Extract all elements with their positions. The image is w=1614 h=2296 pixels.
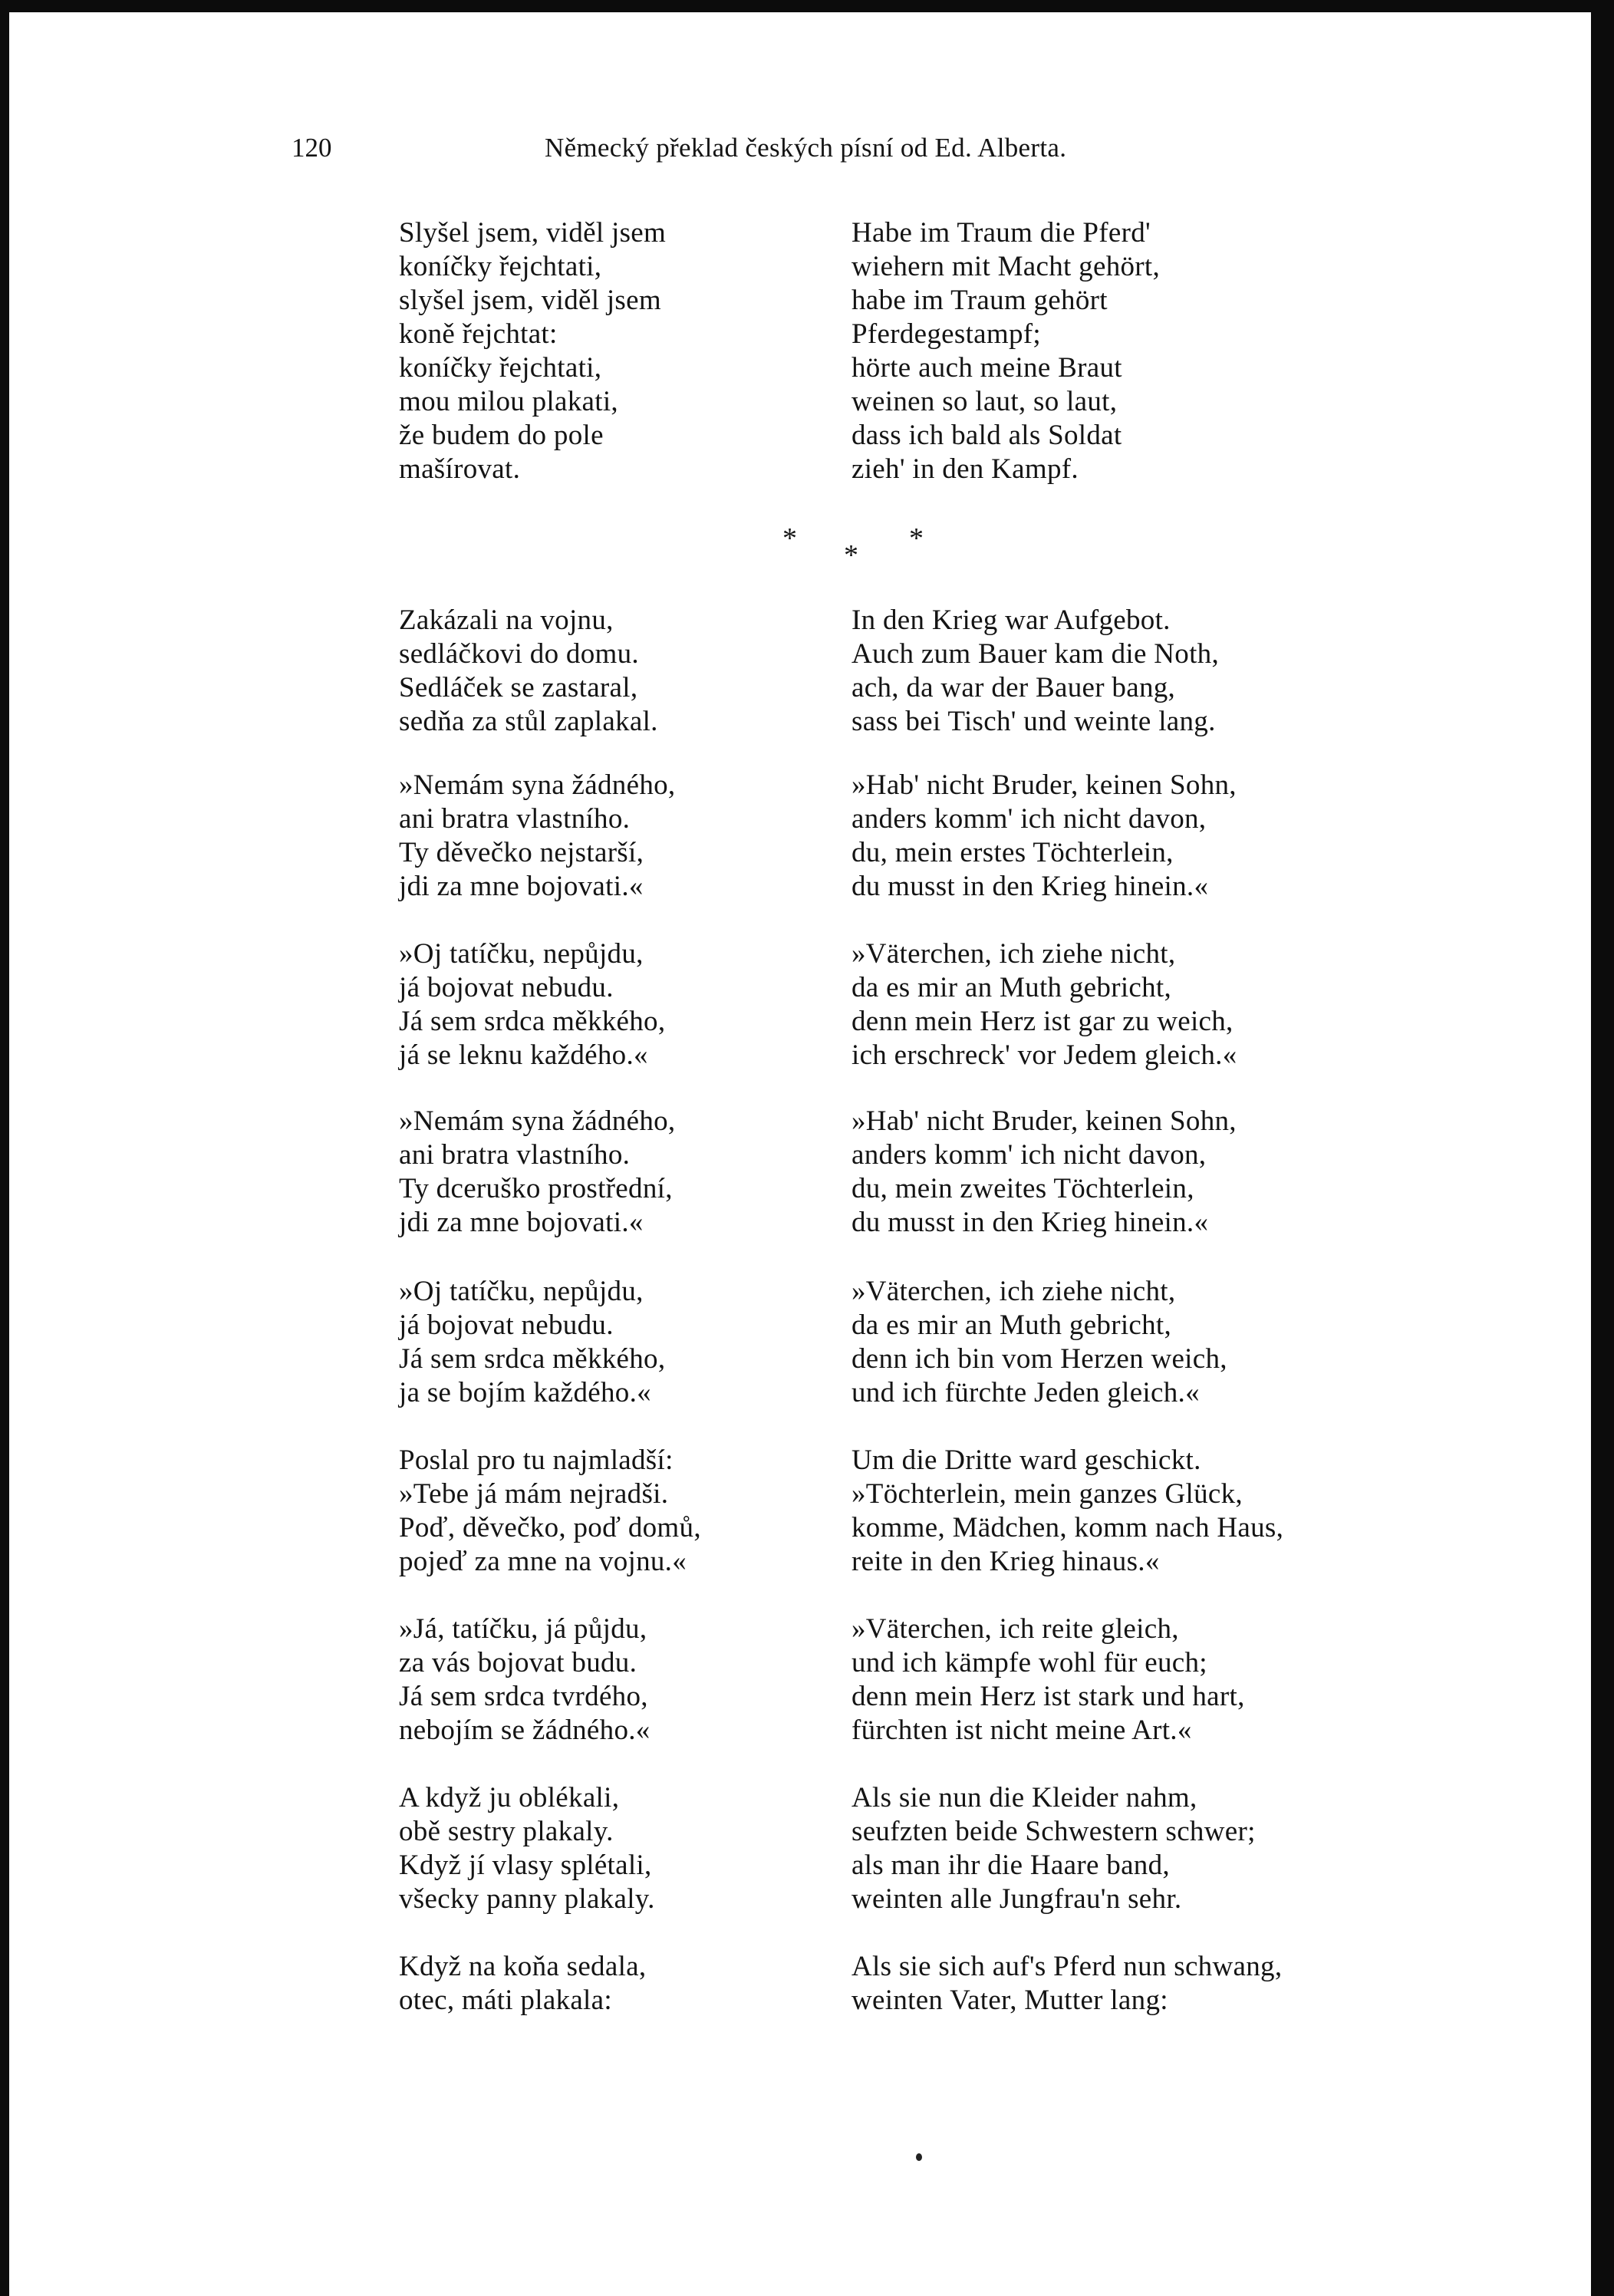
verse-line: koníčky řejchtati, xyxy=(399,352,602,384)
verse-line: za vás bojovat budu. xyxy=(399,1647,637,1678)
verse-line: Slyšel jsem, viděl jsem xyxy=(399,217,667,249)
verse-line: »Hab' nicht Bruder, keinen Sohn, xyxy=(851,769,1237,801)
verse-line: Sedláček se zastaral, xyxy=(399,672,638,703)
verse-line: ani bratra vlastního. xyxy=(399,1139,631,1171)
verse-line: Ty děvečko nejstarší, xyxy=(399,837,644,868)
verse-line: du, mein zweites Töchterlein, xyxy=(851,1173,1194,1204)
verse-line: du musst in den Krieg hinein.« xyxy=(851,1207,1209,1238)
verse-line: Habe im Traum die Pferd' xyxy=(851,217,1151,249)
verse-line: mou milou plakati, xyxy=(399,386,618,417)
verse-line: ich erschreck' vor Jedem gleich.« xyxy=(851,1039,1237,1071)
german-stanza xyxy=(851,1444,1283,1579)
verse-line: fürchten ist nicht meine Art.« xyxy=(851,1715,1192,1746)
verse-line: anders komm' ich nicht davon, xyxy=(851,803,1207,835)
verse-line: Já sem srdca měkkého, xyxy=(399,1006,666,1037)
verse-line: všecky panny plakaly. xyxy=(399,1883,655,1915)
verse-line: da es mir an Muth gebricht, xyxy=(851,972,1172,1003)
verse-line: »Oj tatíčku, nepůjdu, xyxy=(399,1276,644,1307)
german-stanza xyxy=(851,216,1160,486)
verse-line: Zakázali na vojnu, xyxy=(399,604,614,636)
verse-line: weinen so laut, so laut, xyxy=(851,386,1118,417)
verse-line: otec, máti plakala: xyxy=(399,1985,612,2016)
verse-line: anders komm' ich nicht davon, xyxy=(851,1139,1207,1171)
verse-line: »Já, tatíčku, já půjdu, xyxy=(399,1613,647,1645)
verse-line: habe im Traum gehört xyxy=(851,285,1108,316)
czech-stanza xyxy=(399,216,666,486)
verse-line: Poď, děvečko, poď domů, xyxy=(399,1512,701,1543)
verse-line: seufzten beide Schwestern schwer; xyxy=(851,1816,1256,1847)
czech-stanza xyxy=(399,604,658,739)
verse-line: »Tebe já mám nejradši. xyxy=(399,1478,669,1510)
verse-line: »Hab' nicht Bruder, keinen Sohn, xyxy=(851,1105,1237,1137)
german-stanza xyxy=(851,604,1219,739)
verse-line: denn mein Herz ist stark und hart, xyxy=(851,1681,1245,1712)
verse-line: zieh' in den Kampf. xyxy=(851,453,1079,485)
verse-line: Um die Dritte ward geschickt. xyxy=(851,1444,1201,1476)
german-stanza xyxy=(851,1105,1237,1240)
verse-line: sedňa za stůl zaplakal. xyxy=(399,706,658,737)
verse-line: »Oj tatíčku, nepůjdu, xyxy=(399,938,644,970)
verse-line: hörte auch meine Braut xyxy=(851,352,1122,384)
verse-line: Ty dceruško prostřední, xyxy=(399,1173,673,1204)
verse-line: »Töchterlein, mein ganzes Glück, xyxy=(851,1478,1243,1510)
section-separator xyxy=(775,522,944,583)
verse-line: weinten alle Jungfrau'n sehr. xyxy=(851,1883,1182,1915)
separator-asterisk: * xyxy=(782,522,797,555)
running-title: Německý překlad českých písní od Ed. Alberta. xyxy=(545,133,1067,163)
german-stanza xyxy=(851,1950,1282,2018)
page-header xyxy=(292,129,1458,167)
verse-line: sass bei Tisch' und weinte lang. xyxy=(851,706,1216,737)
verse-line: und ich fürchte Jeden gleich.« xyxy=(851,1377,1200,1408)
verse-line: slyšel jsem, viděl jsem xyxy=(399,285,661,316)
czech-stanza xyxy=(399,1105,675,1240)
separator-asterisk: * xyxy=(844,539,858,572)
german-stanza xyxy=(851,1612,1245,1748)
verse-line: Když na koňa sedala, xyxy=(399,1951,647,1982)
german-stanza xyxy=(851,1275,1227,1410)
verse-line: já bojovat nebudu. xyxy=(399,1309,614,1341)
verse-line: du, mein erstes Töchterlein, xyxy=(851,837,1174,868)
verse-line: »Väterchen, ich ziehe nicht, xyxy=(851,938,1176,970)
verse-line: jdi za mne bojovati.« xyxy=(399,871,644,902)
verse-line: že budem do pole xyxy=(399,420,604,451)
verse-line: Auch zum Bauer kam die Noth, xyxy=(851,638,1219,670)
czech-stanza xyxy=(399,1950,646,2018)
verse-line: ani bratra vlastního. xyxy=(399,803,631,835)
czech-stanza xyxy=(399,1612,651,1748)
czech-stanza xyxy=(399,937,665,1072)
verse-line: komme, Mädchen, komm nach Haus, xyxy=(851,1512,1284,1543)
verse-line: mašírovat. xyxy=(399,453,521,485)
verse-line: »Nemám syna žádného, xyxy=(399,769,676,801)
verse-line: jdi za mne bojovati.« xyxy=(399,1207,644,1238)
page-number: 120 xyxy=(292,133,332,163)
verse-line: koně řejchtat: xyxy=(399,318,558,350)
verse-line: Poslal pro tu najmladší: xyxy=(399,1444,674,1476)
verse-line: sedláčkovi do domu. xyxy=(399,638,639,670)
verse-line: ja se bojím každého.« xyxy=(399,1377,651,1408)
verse-line: wiehern mit Macht gehört, xyxy=(851,251,1161,282)
verse-line: als man ihr die Haare band, xyxy=(851,1850,1170,1881)
czech-stanza xyxy=(399,1444,701,1579)
ink-speck xyxy=(916,2153,922,2161)
german-stanza xyxy=(851,937,1237,1072)
verse-line: da es mir an Muth gebricht, xyxy=(851,1309,1172,1341)
verse-line: du musst in den Krieg hinein.« xyxy=(851,871,1209,902)
verse-line: Já sem srdca měkkého, xyxy=(399,1343,666,1375)
verse-line: »Väterchen, ich ziehe nicht, xyxy=(851,1276,1176,1307)
verse-line: und ich kämpfe wohl für euch; xyxy=(851,1647,1207,1678)
verse-line: Já sem srdca tvrdého, xyxy=(399,1681,648,1712)
verse-line: A když ju oblékali, xyxy=(399,1782,620,1813)
verse-line: »Väterchen, ich reite gleich, xyxy=(851,1613,1179,1645)
czech-stanza xyxy=(399,1275,665,1410)
verse-line: já bojovat nebudu. xyxy=(399,972,614,1003)
verse-line: ach, da war der Bauer bang, xyxy=(851,672,1176,703)
verse-line: pojeď za mne na vojnu.« xyxy=(399,1546,687,1577)
verse-line: weinten Vater, Mutter lang: xyxy=(851,1985,1168,2016)
verse-line: Když jí vlasy splétali, xyxy=(399,1850,652,1881)
verse-line: já se leknu každého.« xyxy=(399,1039,648,1071)
czech-stanza xyxy=(399,1781,655,1916)
verse-line: denn mein Herz ist gar zu weich, xyxy=(851,1006,1234,1037)
verse-line: Pferdegestampf; xyxy=(851,318,1041,350)
verse-line: In den Krieg war Aufgebot. xyxy=(851,604,1171,636)
separator-asterisk: * xyxy=(909,522,924,555)
german-stanza xyxy=(851,769,1237,904)
czech-stanza xyxy=(399,769,675,904)
verse-line: dass ich bald als Soldat xyxy=(851,420,1122,451)
verse-line: Als sie sich auf's Pferd nun schwang, xyxy=(851,1951,1283,1982)
verse-line: nebojím se žádného.« xyxy=(399,1715,651,1746)
verse-line: Als sie nun die Kleider nahm, xyxy=(851,1782,1197,1813)
verse-line: reite in den Krieg hinaus.« xyxy=(851,1546,1160,1577)
verse-line: denn ich bin vom Herzen weich, xyxy=(851,1343,1227,1375)
verse-line: »Nemám syna žádného, xyxy=(399,1105,676,1137)
verse-line: koníčky řejchtati, xyxy=(399,251,602,282)
german-stanza xyxy=(851,1781,1256,1916)
verse-line: obě sestry plakaly. xyxy=(399,1816,614,1847)
